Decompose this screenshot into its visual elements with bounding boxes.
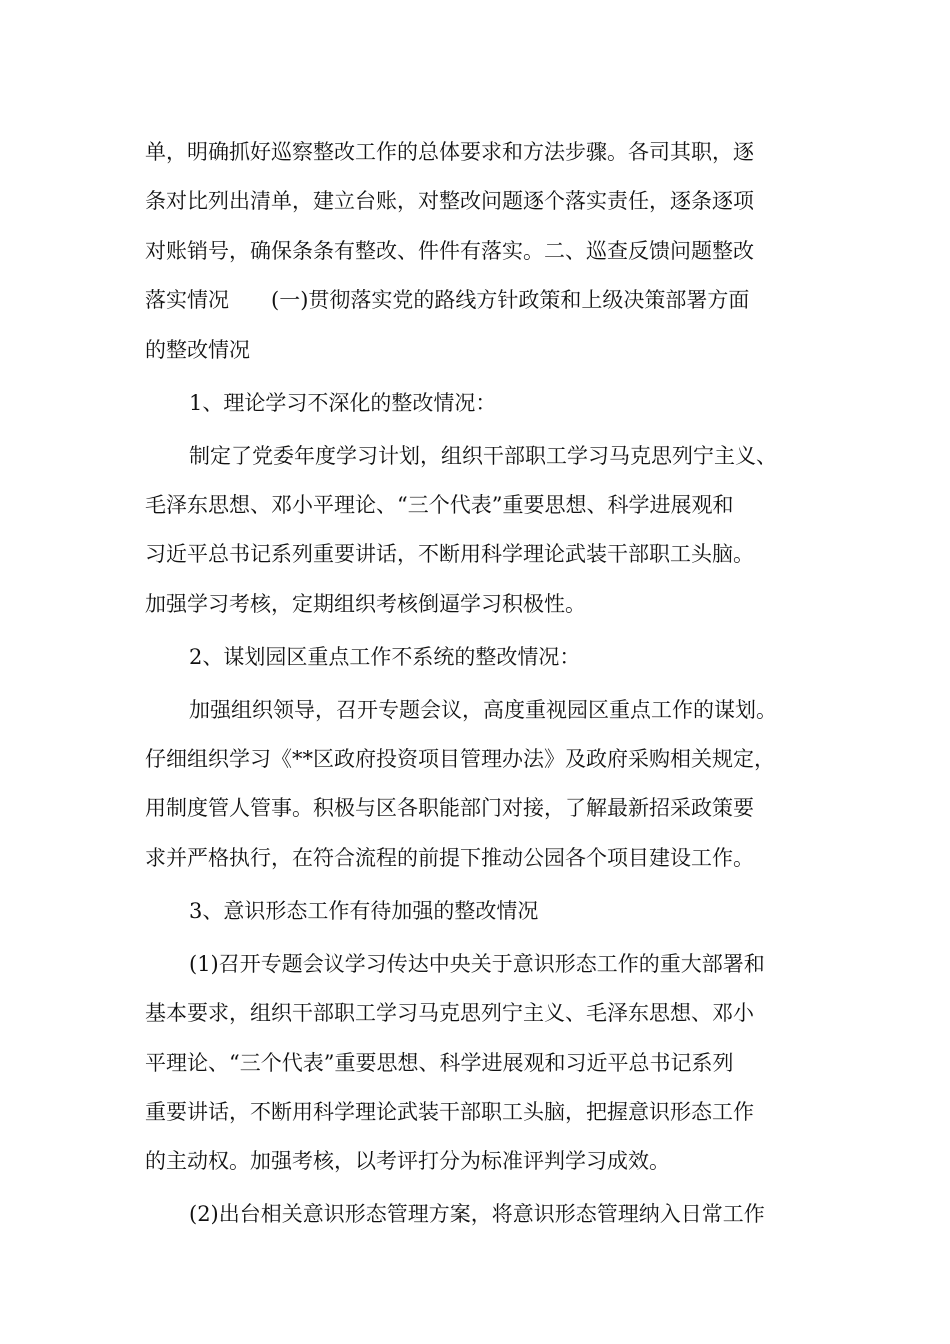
text-line: (2)出台相关意识形态管理方案，将意识形态管理纳入日常工作 [189,1202,765,1227]
text-line: 用制度管人管事。积极与区各职能部门对接，了解最新招采政策要 [145,796,754,821]
text-line: 的整改情况 [145,337,250,362]
section-heading: 2、谋划园区重点工作不系统的整改情况： [189,644,581,669]
text-line: 基本要求，组织干部职工学习马克思列宁主义、毛泽东思想、邓小 [145,1001,754,1026]
text-line: 习近平总书记系列重要讲话，不断用科学理论武装干部职工头脑。 [145,542,754,567]
text-line: 重要讲话，不断用科学理论武装干部职工头脑，把握意识形态工作 [145,1099,754,1124]
text-line: 加强组织领导，召开专题会议，高度重视园区重点工作的谋划。 [189,697,777,722]
text-line: 落实情况 (一)贯彻落实党的路线方针政策和上级决策部署方面 [145,288,750,313]
text-line: 对账销号，确保条条有整改、件件有落实。二、巡查反馈问题整改 [145,238,754,263]
text-line: 制定了党委年度学习计划，组织干部职工学习马克思列宁主义、 [189,443,777,468]
text-line: 仔细组织学习《**区政府投资项目管理办法》及政府采购相关规定， [145,747,775,772]
text-line: 的主动权。加强考核，以考评打分为标准评判学习成效。 [145,1149,670,1174]
text-line: (1)召开专题会议学习传达中央关于意识形态工作的重大部署和 [189,951,765,976]
text-line: 求并严格执行，在符合流程的前提下推动公园各个项目建设工作。 [145,845,754,870]
section-heading: 3、意识形态工作有待加强的整改情况 [189,898,539,923]
text-line: 加强学习考核，定期组织考核倒逼学习积极性。 [145,591,586,616]
text-line: 毛泽东思想、邓小平理论、“三个代表”重要思想、科学进展观和 [145,492,734,517]
section-heading: 1、理论学习不深化的整改情况： [189,390,497,415]
text-line: 条对比列出清单，建立台账，对整改问题逐个落实责任，逐条逐项 [145,189,754,214]
document-body [145,128,835,1240]
text-line: 单，明确抓好巡察整改工作的总体要求和方法步骤。各司其职，逐 [145,140,754,164]
text-line: 平理论、“三个代表”重要思想、科学进展观和习近平总书记系列 [145,1050,734,1075]
